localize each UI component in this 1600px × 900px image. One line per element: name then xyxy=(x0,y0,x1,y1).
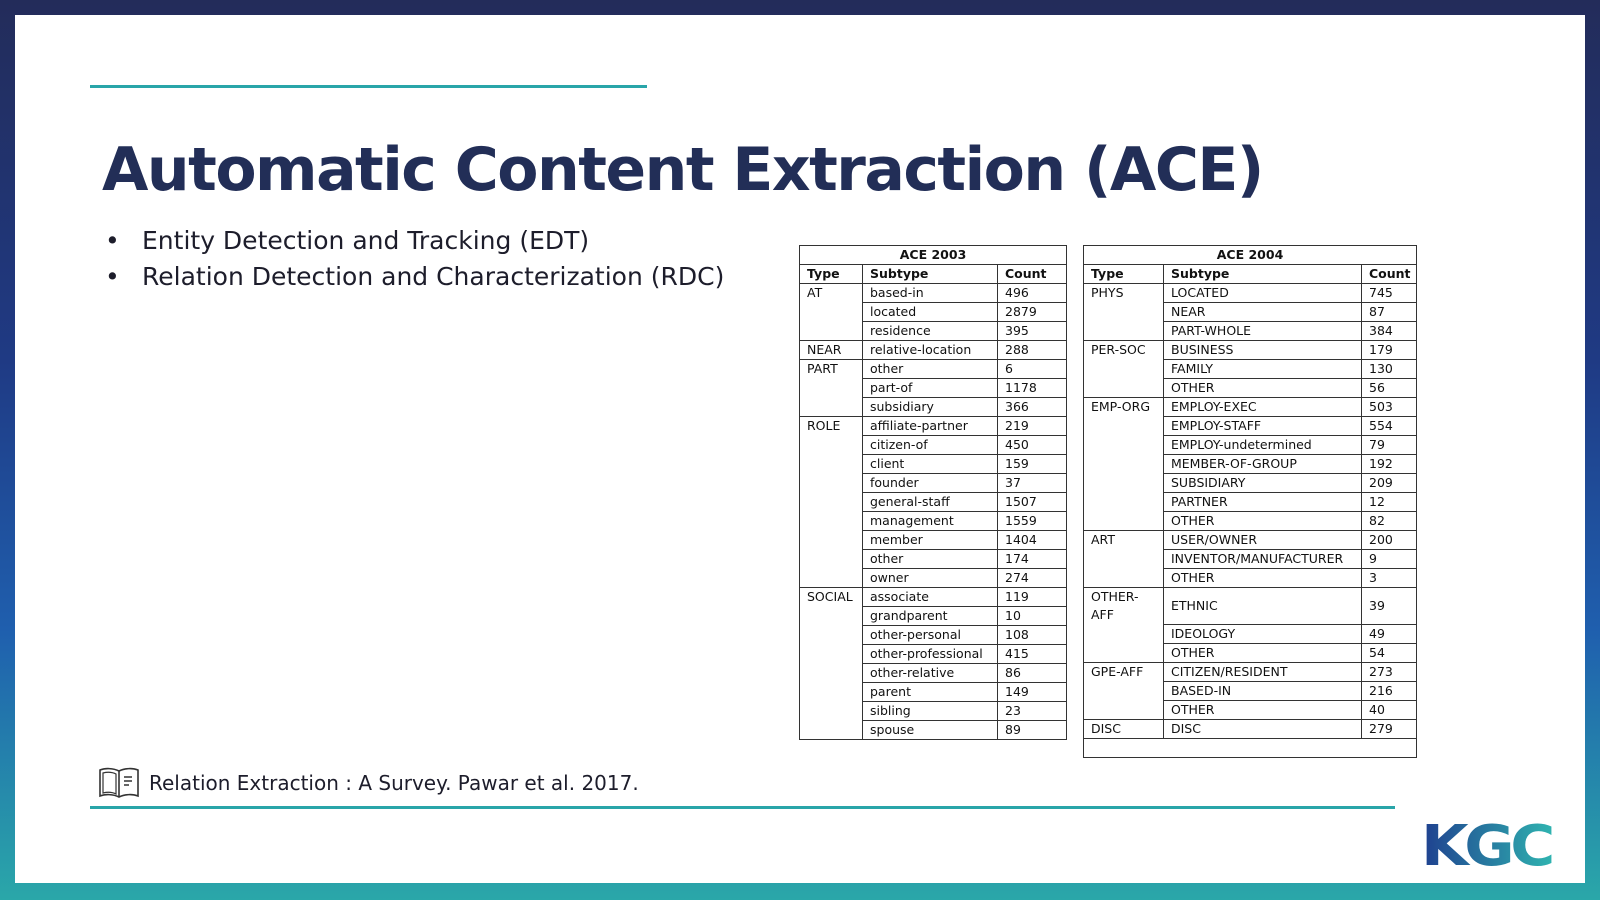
bullet-item xyxy=(105,259,724,295)
table-row xyxy=(1084,493,1417,512)
count-cell: 130 xyxy=(1362,360,1417,379)
subtype-cell: other xyxy=(863,360,998,379)
count-cell: 274 xyxy=(998,569,1067,588)
table-row xyxy=(800,702,1067,721)
empty-row xyxy=(1084,738,1417,757)
count-cell: 450 xyxy=(998,436,1067,455)
type-cell xyxy=(1084,569,1164,588)
subtype-cell: other-personal xyxy=(863,626,998,645)
table-row xyxy=(800,360,1067,379)
table-caption: ACE 2004 xyxy=(1084,246,1417,265)
count-cell: 415 xyxy=(998,645,1067,664)
count-cell: 279 xyxy=(1362,719,1417,738)
logo-text: KGC xyxy=(1421,815,1552,875)
subtype-cell: owner xyxy=(863,569,998,588)
type-cell xyxy=(1084,360,1164,379)
type-cell: NEAR xyxy=(800,341,863,360)
count-cell: 49 xyxy=(1362,624,1417,643)
subtype-cell: other-relative xyxy=(863,664,998,683)
type-cell: PART xyxy=(800,360,863,379)
subtype-cell: DISC xyxy=(1164,719,1362,738)
type-cell: ROLE xyxy=(800,417,863,436)
bullet-text: Entity Detection and Tracking (EDT) xyxy=(142,226,590,255)
subtype-cell: PARTNER xyxy=(1164,493,1362,512)
subtype-cell: associate xyxy=(863,588,998,607)
count-cell: 179 xyxy=(1362,341,1417,360)
subtype-cell: CITIZEN/RESIDENT xyxy=(1164,662,1362,681)
subtype-cell: EMPLOY-EXEC xyxy=(1164,398,1362,417)
count-cell: 554 xyxy=(1362,417,1417,436)
type-cell xyxy=(800,455,863,474)
slide xyxy=(15,15,1585,883)
type-cell xyxy=(800,607,863,626)
table-row xyxy=(800,455,1067,474)
column-header-type: Type xyxy=(1084,265,1164,284)
reference xyxy=(97,765,639,801)
table-row xyxy=(1084,512,1417,531)
count-cell: 39 xyxy=(1362,588,1417,625)
count-cell: 159 xyxy=(998,455,1067,474)
count-cell: 56 xyxy=(1362,379,1417,398)
count-cell: 496 xyxy=(998,284,1067,303)
table-caption: ACE 2003 xyxy=(800,246,1067,265)
subtype-cell: OTHER xyxy=(1164,643,1362,662)
subtype-cell: NEAR xyxy=(1164,303,1362,322)
type-cell xyxy=(1084,436,1164,455)
type-cell xyxy=(800,683,863,702)
column-header-subtype: Subtype xyxy=(1164,265,1362,284)
bullet-marker: • xyxy=(105,226,120,255)
table-row xyxy=(1084,719,1417,738)
subtype-cell: other xyxy=(863,550,998,569)
count-cell: 119 xyxy=(998,588,1067,607)
type-cell xyxy=(800,493,863,512)
table-row xyxy=(800,379,1067,398)
type-cell xyxy=(1084,700,1164,719)
type-cell xyxy=(1084,379,1164,398)
table-row xyxy=(1084,531,1417,550)
table-row xyxy=(800,664,1067,683)
subtype-cell: SUBSIDIARY xyxy=(1164,474,1362,493)
type-cell xyxy=(1084,474,1164,493)
subtype-cell: spouse xyxy=(863,721,998,740)
count-cell: 1559 xyxy=(998,512,1067,531)
count-cell: 9 xyxy=(1362,550,1417,569)
count-cell: 10 xyxy=(998,607,1067,626)
count-cell: 12 xyxy=(1362,493,1417,512)
table-row xyxy=(1084,379,1417,398)
count-cell: 1507 xyxy=(998,493,1067,512)
count-cell: 209 xyxy=(1362,474,1417,493)
type-cell xyxy=(800,645,863,664)
type-cell xyxy=(800,322,863,341)
type-cell xyxy=(800,398,863,417)
count-cell: 79 xyxy=(1362,436,1417,455)
table-row xyxy=(1084,643,1417,662)
count-cell: 149 xyxy=(998,683,1067,702)
type-cell xyxy=(1084,643,1164,662)
kgc-logo xyxy=(1421,815,1553,875)
type-cell xyxy=(1084,624,1164,643)
table-row xyxy=(1084,624,1417,643)
subtype-cell: OTHER xyxy=(1164,700,1362,719)
subtype-cell: member xyxy=(863,531,998,550)
type-cell xyxy=(1084,417,1164,436)
subtype-cell: general-staff xyxy=(863,493,998,512)
table-row xyxy=(1084,569,1417,588)
table-row xyxy=(800,683,1067,702)
table-row xyxy=(800,626,1067,645)
count-cell: 288 xyxy=(998,341,1067,360)
type-cell xyxy=(1084,512,1164,531)
table-row xyxy=(800,645,1067,664)
slide-title: Automatic Content Extraction (ACE) xyxy=(102,135,1263,205)
subtype-cell: BUSINESS xyxy=(1164,341,1362,360)
type-cell xyxy=(800,474,863,493)
subtype-cell: FAMILY xyxy=(1164,360,1362,379)
table-row xyxy=(800,474,1067,493)
bullet-marker: • xyxy=(105,262,120,291)
type-cell xyxy=(1084,493,1164,512)
ace-2003-table xyxy=(799,245,1067,740)
count-cell: 219 xyxy=(998,417,1067,436)
column-header-count: Count xyxy=(998,265,1067,284)
type-cell xyxy=(1084,550,1164,569)
table-row xyxy=(1084,341,1417,360)
table-row xyxy=(1084,322,1417,341)
subtype-cell: located xyxy=(863,303,998,322)
type-cell xyxy=(800,512,863,531)
bullet-text: Relation Detection and Characterization (RDC) xyxy=(142,262,725,291)
table-row xyxy=(1084,398,1417,417)
count-cell: 86 xyxy=(998,664,1067,683)
count-cell: 87 xyxy=(1362,303,1417,322)
count-cell: 200 xyxy=(1362,531,1417,550)
empty-cell xyxy=(1084,738,1417,757)
count-cell: 40 xyxy=(1362,700,1417,719)
subtype-cell: parent xyxy=(863,683,998,702)
subtype-cell: BASED-IN xyxy=(1164,681,1362,700)
subtype-cell: OTHER xyxy=(1164,569,1362,588)
subtype-cell: INVENTOR/MANUFACTURER xyxy=(1164,550,1362,569)
table-row xyxy=(1084,303,1417,322)
count-cell: 216 xyxy=(1362,681,1417,700)
subtype-cell: USER/OWNER xyxy=(1164,531,1362,550)
count-cell: 745 xyxy=(1362,284,1417,303)
table-row xyxy=(800,284,1067,303)
type-cell: PHYS xyxy=(1084,284,1164,303)
subtype-cell: OTHER xyxy=(1164,379,1362,398)
count-cell: 1404 xyxy=(998,531,1067,550)
count-cell: 384 xyxy=(1362,322,1417,341)
subtype-cell: EMPLOY-STAFF xyxy=(1164,417,1362,436)
table-row xyxy=(800,417,1067,436)
type-cell: GPE-AFF xyxy=(1084,662,1164,681)
count-cell: 6 xyxy=(998,360,1067,379)
type-cell xyxy=(800,702,863,721)
type-cell xyxy=(800,664,863,683)
count-cell: 192 xyxy=(1362,455,1417,474)
subtype-cell: founder xyxy=(863,474,998,493)
bullet-item xyxy=(105,223,724,259)
type-cell: EMP-ORG xyxy=(1084,398,1164,417)
table-row xyxy=(800,436,1067,455)
subtype-cell: based-in xyxy=(863,284,998,303)
table-row xyxy=(800,569,1067,588)
count-cell: 366 xyxy=(998,398,1067,417)
type-cell xyxy=(800,436,863,455)
type-cell xyxy=(800,550,863,569)
ace-tables-figure xyxy=(799,230,1419,752)
count-cell: 2879 xyxy=(998,303,1067,322)
ace-2004-table xyxy=(1083,245,1417,758)
column-header-subtype: Subtype xyxy=(863,265,998,284)
subtype-cell: subsidiary xyxy=(863,398,998,417)
table-row xyxy=(800,588,1067,607)
type-cell: OTHER- AFF xyxy=(1084,588,1164,625)
type-cell xyxy=(800,569,863,588)
table-row xyxy=(1084,550,1417,569)
type-cell xyxy=(800,303,863,322)
subtype-cell: ETHNIC xyxy=(1164,588,1362,625)
subtype-cell: part-of xyxy=(863,379,998,398)
table-row xyxy=(1084,284,1417,303)
count-cell: 37 xyxy=(998,474,1067,493)
subtype-cell: citizen-of xyxy=(863,436,998,455)
subtype-cell: PART-WHOLE xyxy=(1164,322,1362,341)
count-cell: 3 xyxy=(1362,569,1417,588)
table-row xyxy=(1084,474,1417,493)
subtype-cell: relative-location xyxy=(863,341,998,360)
table-row xyxy=(1084,662,1417,681)
type-cell xyxy=(1084,681,1164,700)
table-row xyxy=(1084,417,1417,436)
column-header-type: Type xyxy=(800,265,863,284)
table-row xyxy=(800,322,1067,341)
count-cell: 108 xyxy=(998,626,1067,645)
subtype-cell: affiliate-partner xyxy=(863,417,998,436)
type-cell xyxy=(800,721,863,740)
type-cell: AT xyxy=(800,284,863,303)
bottom-accent-line xyxy=(90,806,1395,809)
table-row xyxy=(800,398,1067,417)
count-cell: 23 xyxy=(998,702,1067,721)
count-cell: 273 xyxy=(1362,662,1417,681)
table-row xyxy=(1084,436,1417,455)
count-cell: 174 xyxy=(998,550,1067,569)
table-row xyxy=(1084,700,1417,719)
subtype-cell: IDEOLOGY xyxy=(1164,624,1362,643)
type-cell xyxy=(800,379,863,398)
subtype-cell: OTHER xyxy=(1164,512,1362,531)
type-cell xyxy=(1084,455,1164,474)
column-header-count: Count xyxy=(1362,265,1417,284)
table-row xyxy=(800,721,1067,740)
count-cell: 395 xyxy=(998,322,1067,341)
type-cell xyxy=(800,626,863,645)
table-row xyxy=(1084,681,1417,700)
table-row xyxy=(800,550,1067,569)
table-row xyxy=(800,493,1067,512)
subtype-cell: residence xyxy=(863,322,998,341)
subtype-cell: management xyxy=(863,512,998,531)
table-row xyxy=(1084,455,1417,474)
subtype-cell: MEMBER-OF-GROUP xyxy=(1164,455,1362,474)
subtype-cell: EMPLOY-undetermined xyxy=(1164,436,1362,455)
subtype-cell: grandparent xyxy=(863,607,998,626)
table-row xyxy=(1084,588,1417,625)
table-row xyxy=(800,512,1067,531)
table-row xyxy=(800,303,1067,322)
reference-text: Relation Extraction : A Survey. Pawar et al. 2017. xyxy=(149,771,639,795)
type-cell xyxy=(1084,322,1164,341)
subtype-cell: LOCATED xyxy=(1164,284,1362,303)
type-cell xyxy=(1084,303,1164,322)
subtype-cell: client xyxy=(863,455,998,474)
table-row xyxy=(800,341,1067,360)
book-icon xyxy=(97,765,141,801)
count-cell: 89 xyxy=(998,721,1067,740)
top-accent-line xyxy=(90,85,647,88)
count-cell: 503 xyxy=(1362,398,1417,417)
table-row xyxy=(1084,360,1417,379)
type-cell: ART xyxy=(1084,531,1164,550)
type-cell xyxy=(800,531,863,550)
count-cell: 82 xyxy=(1362,512,1417,531)
table-row xyxy=(800,531,1067,550)
type-cell: SOCIAL xyxy=(800,588,863,607)
bullet-list xyxy=(105,223,724,295)
count-cell: 1178 xyxy=(998,379,1067,398)
table-row xyxy=(800,607,1067,626)
subtype-cell: sibling xyxy=(863,702,998,721)
type-cell: DISC xyxy=(1084,719,1164,738)
count-cell: 54 xyxy=(1362,643,1417,662)
type-cell: PER-SOC xyxy=(1084,341,1164,360)
subtype-cell: other-professional xyxy=(863,645,998,664)
